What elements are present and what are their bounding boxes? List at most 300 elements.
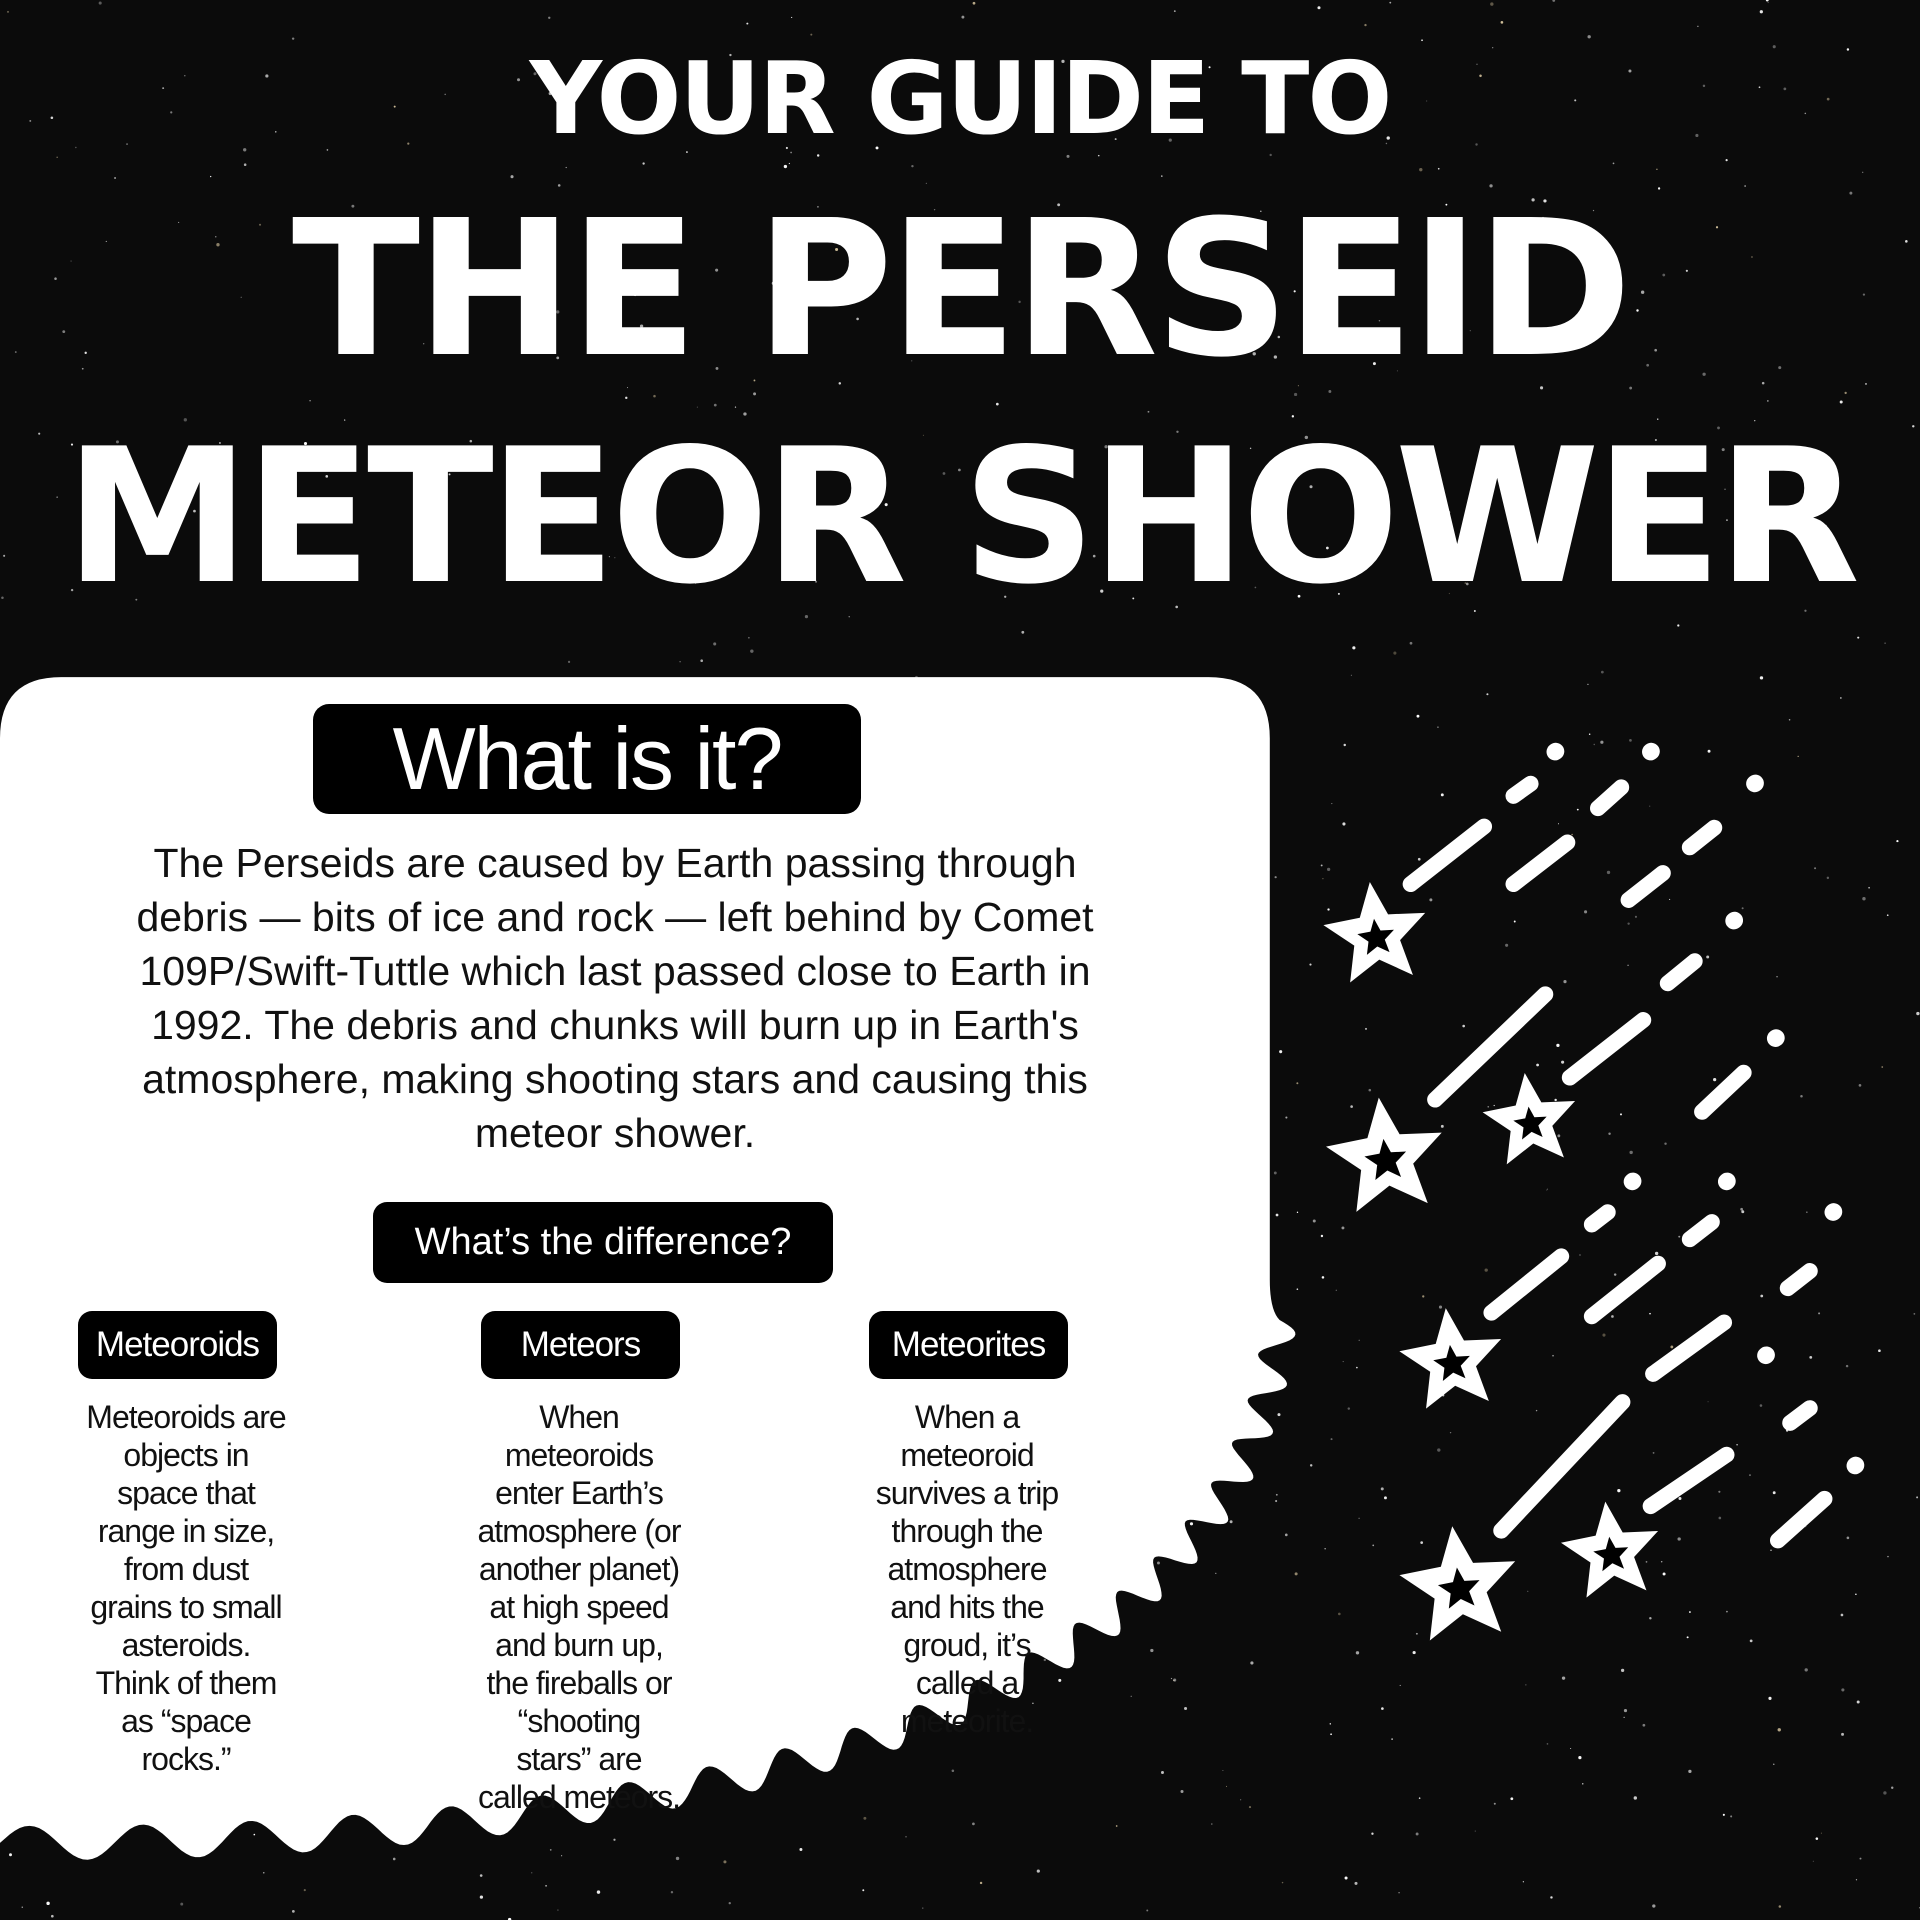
star-dot bbox=[1635, 916, 1637, 918]
star-dot bbox=[1021, 631, 1024, 634]
star-dot bbox=[1157, 1562, 1160, 1565]
star-dot bbox=[1649, 1617, 1651, 1619]
star-dot bbox=[1171, 1678, 1172, 1679]
star-dot bbox=[1330, 1733, 1332, 1735]
star-dot bbox=[1589, 733, 1590, 734]
star-dot bbox=[613, 1839, 615, 1841]
meteor-trail bbox=[1690, 1222, 1712, 1239]
star-dot bbox=[1297, 1212, 1298, 1213]
star-dot bbox=[1760, 1404, 1763, 1407]
star-dot bbox=[1570, 1748, 1571, 1749]
star-dot bbox=[1614, 1273, 1616, 1275]
description-line: grains to small bbox=[90, 1589, 282, 1625]
meteor-trail bbox=[1513, 784, 1530, 796]
star-dot bbox=[1419, 168, 1422, 171]
paragraph-line: The Perseids are caused by Earth passing through bbox=[153, 840, 1077, 886]
star-dot bbox=[1742, 907, 1744, 909]
star-dot bbox=[1550, 1896, 1552, 1898]
star-dot bbox=[1557, 1134, 1560, 1137]
star-dot bbox=[1798, 756, 1799, 757]
meteor-trail bbox=[1598, 787, 1621, 808]
star-dot bbox=[597, 1890, 600, 1893]
star-dot bbox=[1789, 719, 1791, 721]
star-dot bbox=[1190, 1522, 1193, 1525]
star-dot bbox=[1653, 1452, 1655, 1454]
star-dot bbox=[748, 637, 750, 639]
star-dot bbox=[1384, 1496, 1387, 1499]
star-dot bbox=[1354, 1882, 1357, 1885]
star-dot bbox=[1723, 1814, 1725, 1816]
star-dot bbox=[1345, 1877, 1348, 1880]
star-dot bbox=[713, 642, 716, 645]
star-dot bbox=[1173, 1679, 1176, 1682]
star-dot bbox=[784, 165, 787, 168]
star-dot bbox=[1552, 0, 1555, 2]
star-dot bbox=[700, 659, 703, 662]
paragraph-line: meteor shower. bbox=[474, 1110, 756, 1156]
star-dot bbox=[1279, 1050, 1282, 1053]
star-dot bbox=[1514, 921, 1516, 923]
star-dot bbox=[1726, 1611, 1728, 1613]
star-dot bbox=[1846, 1365, 1848, 1367]
star-dot bbox=[548, 17, 550, 19]
star-dot bbox=[1670, 1346, 1673, 1349]
star-dot bbox=[292, 1910, 295, 1913]
description-line: through the bbox=[891, 1513, 1043, 1549]
title-line-3: METEOR SHOWER bbox=[64, 408, 1856, 625]
star-dot bbox=[1770, 1550, 1771, 1551]
star-dot bbox=[309, 400, 310, 401]
star-dot bbox=[1352, 646, 1355, 649]
star-dot bbox=[791, 17, 792, 18]
star-dot bbox=[1642, 1724, 1645, 1727]
star-dot bbox=[1887, 914, 1889, 916]
star-dot bbox=[1527, 1591, 1528, 1592]
description-line: range in size, bbox=[97, 1513, 275, 1549]
star-dot bbox=[972, 1823, 975, 1826]
meteor-trail bbox=[1592, 1264, 1658, 1317]
star-dot bbox=[1161, 1771, 1164, 1774]
star-dot bbox=[1627, 923, 1629, 925]
star-dot bbox=[1857, 1701, 1860, 1704]
star-dot bbox=[1841, 1614, 1844, 1617]
star-dot bbox=[750, 649, 753, 652]
description-line: groud, it’s bbox=[903, 1627, 1031, 1663]
description-line: meteoroid bbox=[900, 1437, 1034, 1473]
star-dot bbox=[1343, 1361, 1344, 1362]
paragraph-line: debris — bits of ice and rock — left behind by Comet bbox=[136, 894, 1094, 940]
star-dot bbox=[1438, 168, 1440, 170]
star-dot bbox=[1627, 965, 1628, 966]
star-dot bbox=[1393, 652, 1396, 655]
description-line: asteroids. bbox=[121, 1627, 251, 1663]
star-dot bbox=[1809, 1356, 1812, 1359]
star-dot bbox=[1501, 21, 1504, 24]
star-dot bbox=[561, 1855, 562, 1856]
star-dot bbox=[1713, 1078, 1716, 1081]
star-dot bbox=[1313, 1219, 1316, 1222]
star-dot bbox=[1324, 1548, 1325, 1549]
star-dot bbox=[1708, 1401, 1709, 1402]
star-dot bbox=[1230, 1520, 1233, 1523]
star-dot bbox=[1413, 1651, 1416, 1654]
star-dot bbox=[671, 1891, 673, 1893]
star-dot bbox=[1331, 1438, 1333, 1440]
star-dot bbox=[1450, 1432, 1451, 1433]
star-dot bbox=[1571, 834, 1572, 835]
star-dot bbox=[1322, 878, 1323, 879]
star-dot bbox=[1718, 1491, 1720, 1493]
star-dot bbox=[510, 175, 513, 178]
description-line: and burn up, bbox=[495, 1627, 663, 1663]
star-dot bbox=[1862, 172, 1863, 173]
star-dot bbox=[1883, 1791, 1886, 1794]
star-dot bbox=[1624, 1709, 1627, 1712]
star-dot bbox=[1862, 897, 1865, 900]
meteor-trail bbox=[1790, 1408, 1810, 1423]
star-dot bbox=[1767, 400, 1769, 402]
star-dot bbox=[1878, 1349, 1881, 1352]
star-dot bbox=[1726, 159, 1728, 161]
description-line: another planet) bbox=[478, 1551, 680, 1587]
star-dot bbox=[679, 661, 680, 662]
description-line: atmosphere bbox=[887, 1551, 1047, 1587]
star-dot bbox=[1441, 1125, 1444, 1128]
star-dot bbox=[480, 1896, 483, 1899]
star-dot bbox=[1629, 739, 1632, 742]
star-dot bbox=[566, 167, 567, 168]
star-dot bbox=[1579, 1254, 1580, 1255]
star-dot bbox=[676, 1857, 679, 1860]
star-dot bbox=[1222, 1770, 1223, 1771]
star-dot bbox=[1646, 1561, 1648, 1563]
description-line: as “space bbox=[121, 1703, 251, 1739]
description-line: objects in bbox=[123, 1437, 249, 1473]
star-dot bbox=[1891, 1787, 1893, 1789]
star-dot bbox=[789, 163, 790, 164]
star-dot bbox=[799, 1848, 802, 1851]
star-dot bbox=[22, 1906, 23, 1907]
star-dot bbox=[1760, 676, 1763, 679]
star-dot bbox=[714, 404, 717, 407]
meteor-trail bbox=[1702, 1073, 1744, 1112]
star-dot bbox=[1510, 1797, 1513, 1800]
star-dot bbox=[1359, 1340, 1360, 1341]
star-dot bbox=[1437, 726, 1438, 727]
star-dot bbox=[1856, 1879, 1857, 1880]
star-dot bbox=[1840, 400, 1843, 403]
star-dot bbox=[1310, 1464, 1312, 1466]
meteor-trail bbox=[1651, 1455, 1727, 1506]
star-dot bbox=[1494, 1105, 1495, 1106]
star-dot bbox=[1309, 964, 1311, 966]
description-line: stars” are bbox=[516, 1741, 642, 1777]
star-dot bbox=[1486, 693, 1488, 695]
star-dot bbox=[1417, 715, 1420, 718]
star-dot bbox=[1131, 1696, 1132, 1697]
star-dot bbox=[1776, 976, 1777, 977]
star-dot bbox=[1552, 1355, 1554, 1357]
star-dot bbox=[1226, 1786, 1227, 1787]
star-dot bbox=[1600, 741, 1603, 744]
star-dot bbox=[1841, 1733, 1844, 1736]
description-line: atmosphere (or bbox=[477, 1513, 681, 1549]
star-dot bbox=[980, 1882, 982, 1884]
star-dot bbox=[746, 23, 748, 25]
star-dot bbox=[1818, 1312, 1820, 1314]
paragraph-line: 109P/Swift-Tuttle which last passed close to Earth in bbox=[139, 948, 1091, 994]
star-dot bbox=[1760, 10, 1763, 13]
star-dot bbox=[922, 1908, 923, 1909]
star-dot bbox=[1669, 899, 1670, 900]
description-line: When a bbox=[914, 1399, 1020, 1435]
star-dot bbox=[1827, 877, 1829, 879]
star-dot bbox=[1913, 1313, 1915, 1315]
star-dot bbox=[1678, 1497, 1681, 1500]
star-dot bbox=[1629, 1151, 1632, 1154]
star-dot bbox=[1584, 910, 1587, 913]
star-dot bbox=[545, 1885, 546, 1886]
star-dot bbox=[1649, 806, 1650, 807]
star-dot bbox=[1813, 1861, 1814, 1862]
meteor-trail bbox=[1788, 1271, 1810, 1288]
star-dot bbox=[1649, 1313, 1651, 1315]
star-dot bbox=[1342, 822, 1345, 825]
star-dot bbox=[1766, 0, 1769, 1]
description-line: enter Earth’s bbox=[495, 1475, 663, 1511]
star-dot bbox=[1321, 1235, 1323, 1237]
star-dot bbox=[1381, 1487, 1384, 1490]
star-dot bbox=[1330, 1723, 1331, 1724]
star-dot bbox=[1356, 1651, 1359, 1654]
star-dot bbox=[1485, 1268, 1488, 1271]
star-dot bbox=[531, 1872, 532, 1873]
star-dot bbox=[1689, 1611, 1691, 1613]
star-dot bbox=[1359, 1518, 1360, 1519]
star-dot bbox=[1741, 1210, 1744, 1213]
what-is-it-paragraph bbox=[40, 836, 1190, 1160]
label-meteorites: Meteorites bbox=[869, 1311, 1068, 1379]
star-dot bbox=[304, 1889, 306, 1891]
star-dot bbox=[1356, 1367, 1358, 1369]
star-dot bbox=[1613, 163, 1615, 165]
star-dot bbox=[1341, 1226, 1344, 1229]
star-dot bbox=[1285, 1116, 1287, 1118]
star-dot bbox=[1416, 1833, 1419, 1836]
star-dot bbox=[1855, 1593, 1857, 1595]
star-dot bbox=[1277, 1413, 1280, 1416]
description-line: at high speed bbox=[489, 1589, 669, 1625]
star-dot bbox=[1494, 1803, 1496, 1805]
star-dot bbox=[1505, 944, 1508, 947]
star-dot bbox=[1663, 1572, 1666, 1575]
star-dot bbox=[1536, 1410, 1537, 1411]
star-dot bbox=[1601, 671, 1604, 674]
star-dot bbox=[1736, 1444, 1737, 1445]
star-dot bbox=[99, 2, 102, 5]
star-dot bbox=[1296, 1082, 1298, 1084]
star-dot bbox=[1439, 1306, 1442, 1309]
star-dot bbox=[1773, 1491, 1776, 1494]
star-dot bbox=[1344, 744, 1346, 746]
star-dot bbox=[1037, 1870, 1040, 1873]
star-dot bbox=[1860, 1858, 1862, 1860]
star-dot bbox=[1617, 1489, 1620, 1492]
star-dot bbox=[1240, 1799, 1241, 1800]
star-dot bbox=[1750, 1639, 1753, 1642]
star-dot bbox=[1740, 1208, 1743, 1211]
star-dot bbox=[1429, 898, 1432, 901]
star-dot bbox=[1422, 1295, 1424, 1297]
star-dot bbox=[1351, 675, 1352, 676]
star-dot bbox=[1416, 1633, 1418, 1635]
star-dot bbox=[1487, 1106, 1489, 1108]
meteor-trail bbox=[1629, 873, 1663, 900]
star-dot bbox=[1364, 24, 1366, 26]
star-dot bbox=[210, 176, 211, 177]
star-dot bbox=[180, 1903, 183, 1906]
meteorites-description bbox=[807, 1398, 1127, 1740]
description-line: Think of them bbox=[95, 1665, 277, 1701]
meteor-trail bbox=[1592, 1212, 1608, 1224]
star-dot bbox=[1410, 642, 1413, 645]
star-dot bbox=[1607, 871, 1610, 874]
star-dot bbox=[1687, 1636, 1689, 1638]
star-dot bbox=[1174, 10, 1176, 12]
description-line: survives a trip bbox=[875, 1475, 1059, 1511]
star-dot bbox=[1620, 1113, 1622, 1115]
star-dot bbox=[1327, 908, 1329, 910]
star-dot bbox=[1730, 1815, 1732, 1817]
description-line: When bbox=[539, 1399, 619, 1435]
star-dot bbox=[1215, 1573, 1216, 1574]
star-dot bbox=[1578, 1756, 1581, 1759]
star-dot bbox=[1814, 867, 1816, 869]
star-dot bbox=[1678, 1537, 1681, 1540]
star-dot bbox=[1150, 1649, 1153, 1652]
star-dot bbox=[568, 661, 570, 663]
title-line-2: THE PERSEID bbox=[291, 180, 1629, 399]
star-dot bbox=[1372, 1544, 1374, 1546]
star-dot bbox=[1768, 2, 1769, 3]
star-dot bbox=[1562, 1676, 1565, 1679]
star-dot bbox=[1621, 1669, 1624, 1672]
star-dot bbox=[1779, 1905, 1782, 1908]
star-dot bbox=[1887, 1556, 1888, 1557]
star-dot bbox=[1706, 955, 1709, 958]
star-dot bbox=[1664, 1142, 1666, 1144]
label-meteoroids: Meteoroids bbox=[78, 1311, 277, 1379]
description-line: space that bbox=[117, 1475, 255, 1511]
star-dot bbox=[996, 403, 999, 406]
star-dot bbox=[1859, 1084, 1862, 1087]
star-dot bbox=[1249, 1806, 1251, 1808]
star-dot bbox=[7, 11, 9, 13]
star-dot bbox=[1350, 1105, 1353, 1108]
what-is-it-heading: What is it? bbox=[313, 704, 861, 814]
star-dot bbox=[1418, 858, 1421, 861]
star-dot bbox=[1275, 1500, 1277, 1502]
title-line-1: YOUR GUIDE TO bbox=[529, 40, 1391, 157]
star-dot bbox=[1688, 1770, 1691, 1773]
star-dot bbox=[1274, 1172, 1277, 1175]
star-dot bbox=[1760, 1295, 1763, 1298]
star-dot bbox=[1558, 823, 1559, 824]
star-dot bbox=[729, 1902, 731, 1904]
star-dot bbox=[1554, 1099, 1556, 1101]
star-dot bbox=[1475, 1831, 1476, 1832]
star-dot bbox=[1841, 1688, 1844, 1691]
star-dot bbox=[1525, 1684, 1526, 1685]
meteors-description bbox=[419, 1398, 739, 1816]
description-line: the fireballs or bbox=[486, 1665, 672, 1701]
star-dot bbox=[550, 1849, 552, 1851]
description-line: from dust bbox=[123, 1551, 249, 1587]
star-dot bbox=[253, 1834, 255, 1836]
star-dot bbox=[1678, 1236, 1680, 1238]
star-dot bbox=[1317, 6, 1320, 9]
star-dot bbox=[51, 1915, 54, 1918]
star-dot bbox=[1276, 1494, 1278, 1496]
star-dot bbox=[1420, 1541, 1423, 1544]
star-dot bbox=[723, 1860, 726, 1863]
description-line: meteoroids bbox=[504, 1437, 654, 1473]
star-dot bbox=[1768, 1697, 1771, 1700]
star-dot bbox=[1840, 697, 1841, 698]
star-dot bbox=[1773, 1763, 1775, 1765]
star-dot bbox=[393, 1858, 396, 1861]
star-dot bbox=[961, 16, 964, 19]
star-dot bbox=[114, 177, 116, 179]
star-dot bbox=[1181, 1790, 1184, 1793]
star-dot bbox=[1276, 1214, 1279, 1217]
star-dot bbox=[1297, 1288, 1299, 1290]
star-dot bbox=[263, 1872, 265, 1874]
star-dot bbox=[1857, 637, 1859, 639]
meteor-trail bbox=[1513, 842, 1567, 884]
star-dot bbox=[1587, 684, 1588, 685]
star-dot bbox=[1608, 1133, 1610, 1135]
star-dot bbox=[1368, 1089, 1371, 1092]
star-dot bbox=[1556, 1044, 1559, 1047]
meteor-trail bbox=[1570, 1020, 1643, 1078]
star-dot bbox=[810, 34, 812, 36]
star-dot bbox=[1708, 750, 1711, 753]
star-dot bbox=[1371, 1833, 1373, 1835]
star-dot bbox=[1697, 26, 1698, 27]
star-dot bbox=[1656, 169, 1657, 170]
star-dot bbox=[1896, 840, 1898, 842]
star-dot bbox=[1282, 1882, 1283, 1883]
star-dot bbox=[1582, 1783, 1583, 1784]
star-dot bbox=[973, 2, 976, 5]
meteoroids-description bbox=[26, 1398, 346, 1778]
star-dot bbox=[1593, 744, 1594, 745]
star-dot bbox=[1661, 1561, 1662, 1562]
star-dot bbox=[1398, 1892, 1399, 1893]
star-dot bbox=[1331, 803, 1332, 804]
star-dot bbox=[1490, 2, 1493, 5]
star-dot bbox=[1561, 1061, 1564, 1064]
star-dot bbox=[1547, 1743, 1549, 1745]
star-dot bbox=[1547, 1189, 1548, 1190]
star-dot bbox=[1184, 1707, 1187, 1710]
star-dot bbox=[1295, 1572, 1298, 1575]
meteor-trail bbox=[1668, 961, 1695, 983]
star-dot bbox=[1655, 1252, 1658, 1255]
star-dot bbox=[1161, 175, 1163, 177]
star-dot bbox=[1821, 1833, 1822, 1834]
